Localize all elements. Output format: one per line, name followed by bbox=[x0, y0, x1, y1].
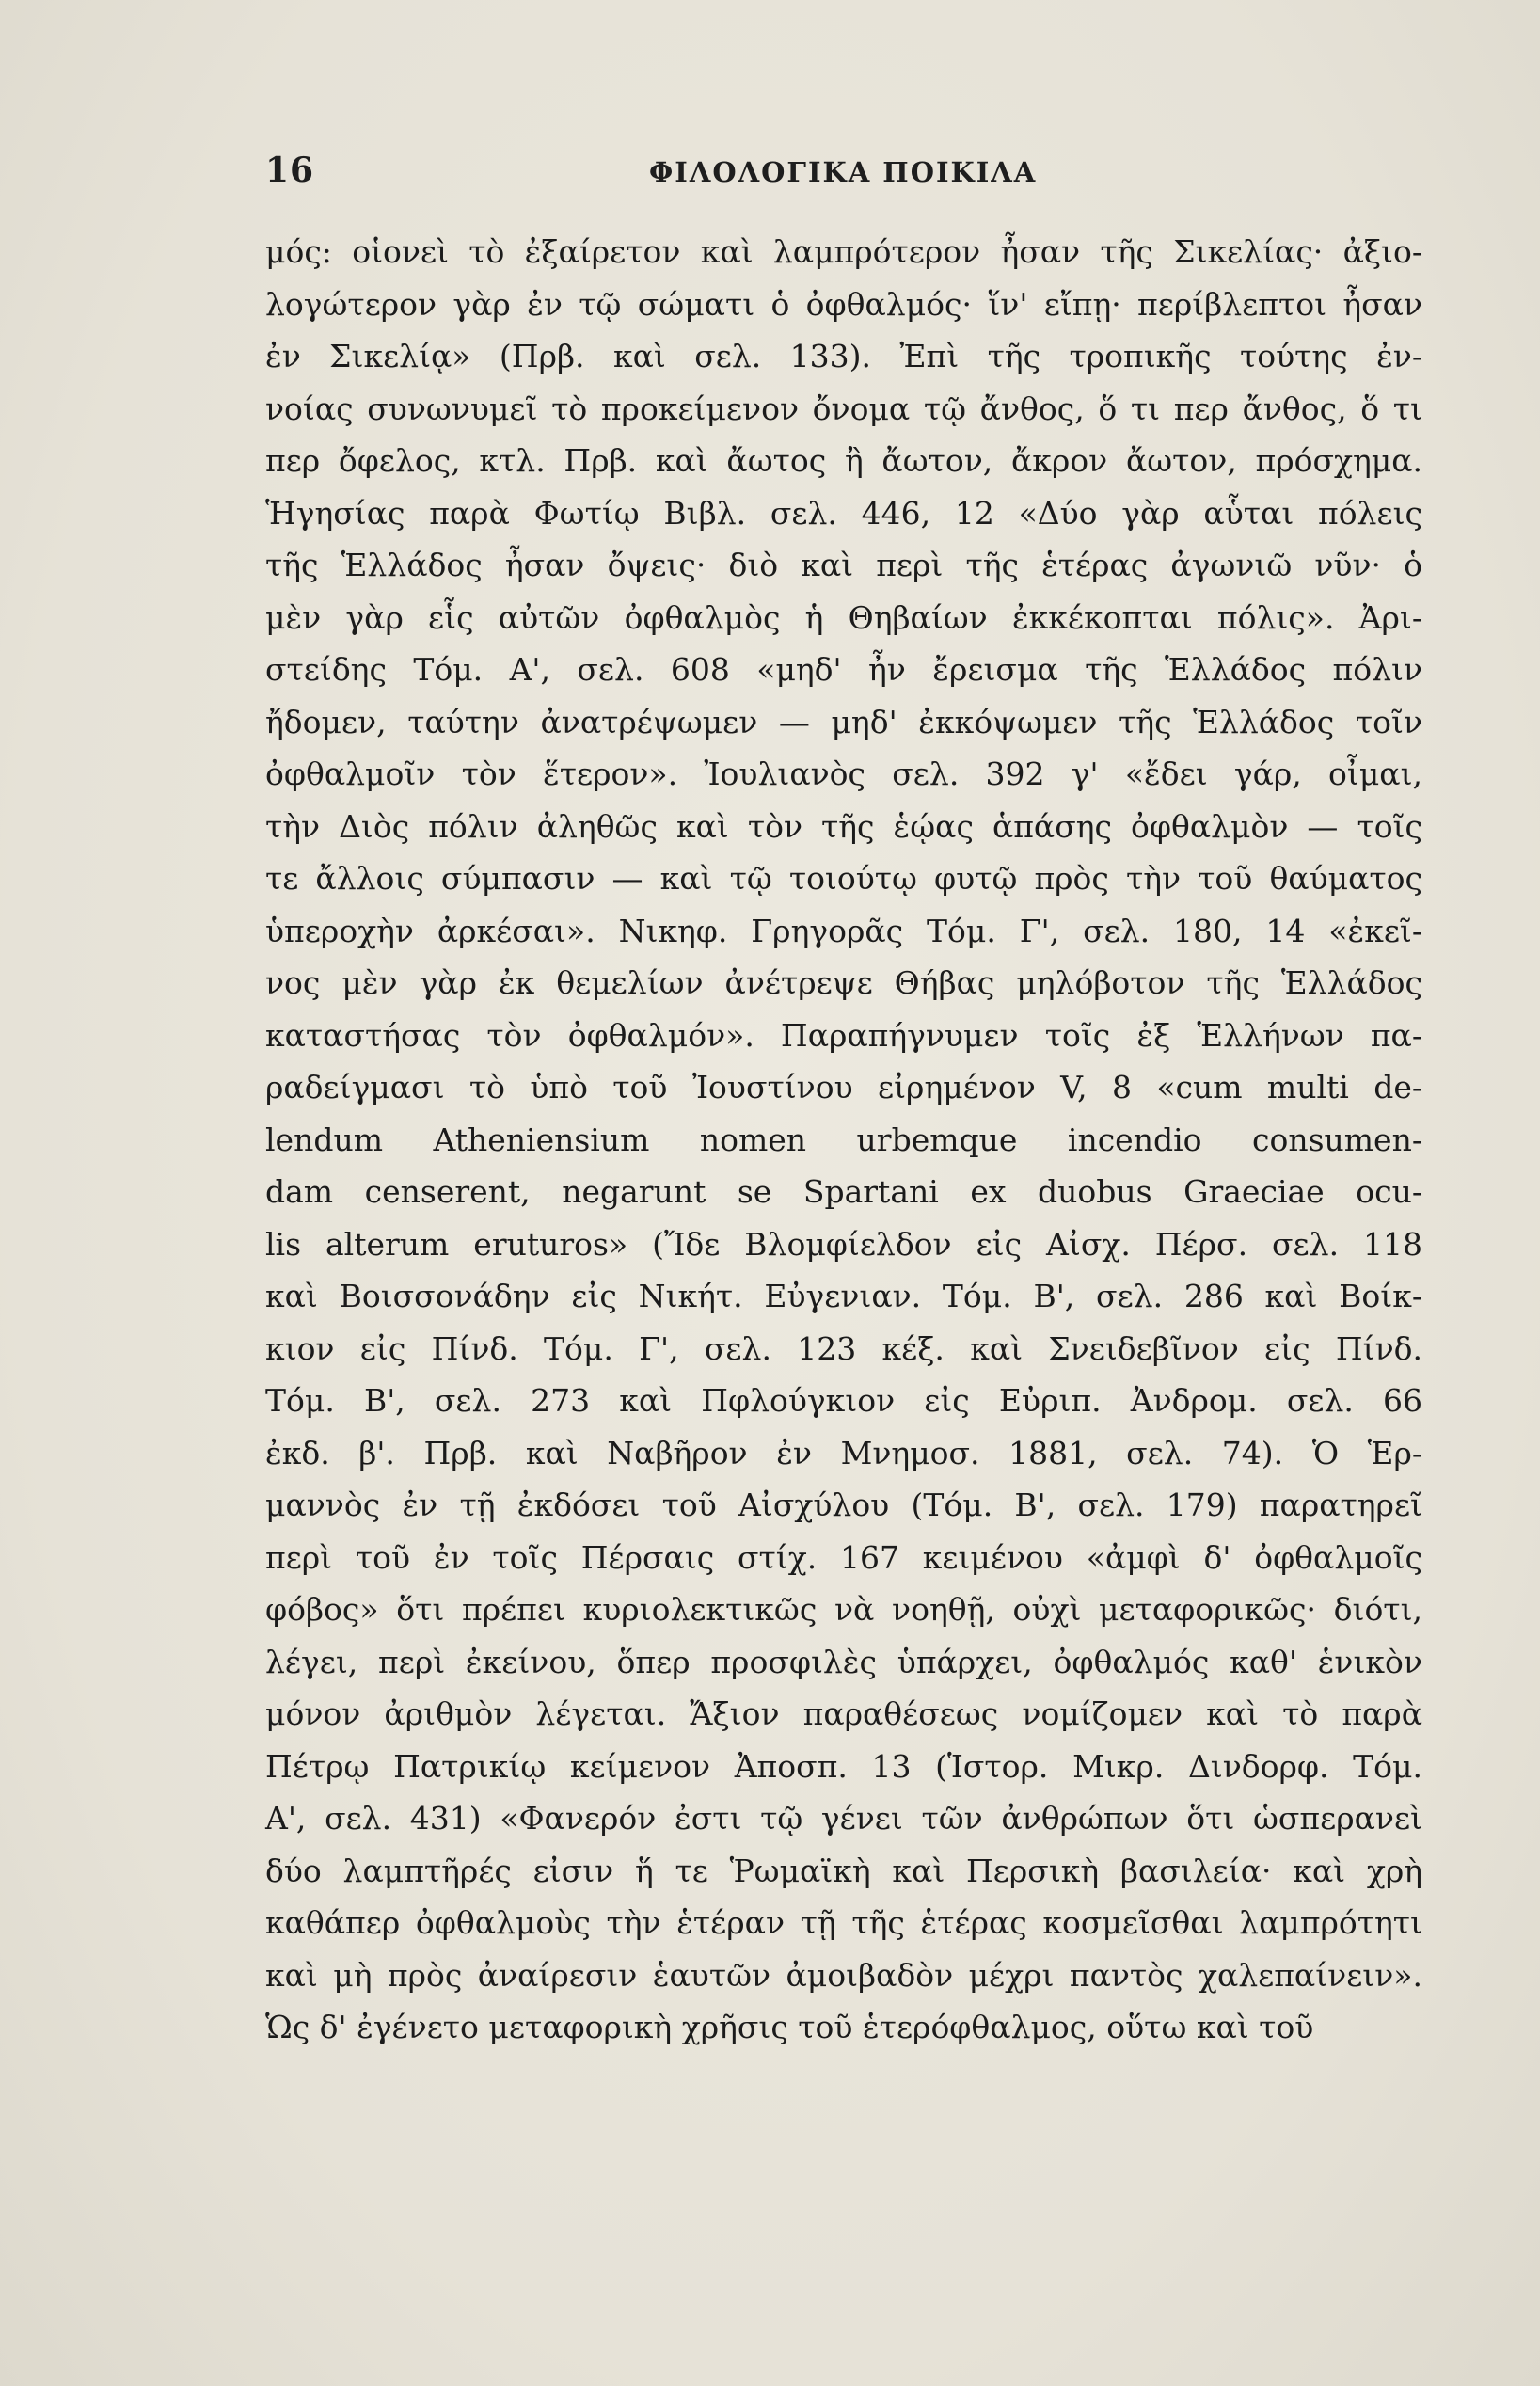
text-line: lendum Atheniensium nomen urbemque incendio consumen- bbox=[265, 1121, 1422, 1158]
text-line: ἤδομεν, ταύτην ἀνατρέψωμεν — μηδ' ἐκκόψωμεν τῆς Ἑλλάδος τοῖν bbox=[265, 703, 1422, 740]
text-line: ἐν Σικελίᾳ» (Πρβ. καὶ σελ. 133). Ἐπὶ τῆς τροπικῆς τούτης ἐν- bbox=[265, 338, 1422, 374]
text-line: στείδης Τόμ. Α', σελ. 608 «μηδ' ἦν ἔρεισμα τῆς Ἑλλάδος πόλιν bbox=[265, 651, 1422, 688]
text-line: λέγει, περὶ ἐκείνου, ὅπερ προσφιλὲς ὑπάρχει, ὀφθαλμός καθ' ἑνικὸν bbox=[265, 1643, 1422, 1680]
text-line: Ἡγησίας παρὰ Φωτίῳ Βιβλ. σελ. 446, 12 «Δύο γὰρ αὗται πόλεις bbox=[265, 494, 1422, 532]
running-head bbox=[265, 151, 1404, 203]
text-line: Τόμ. Β', σελ. 273 καὶ Πφλούγκιον εἰς Εὐριπ. Ἀνδρομ. σελ. 66 bbox=[265, 1382, 1422, 1419]
page-number: 16 bbox=[265, 151, 315, 190]
running-title: ΦΙΛΟΛΟΓΙΚΑ ΠΟΙΚΙΛΑ bbox=[649, 156, 1038, 188]
text-line: ἐκδ. β'. Πρβ. καὶ Ναβῆρον ἐν Μνημοσ. 1881, σελ. 74). Ὁ Ἑρ- bbox=[265, 1434, 1422, 1471]
text-line: μὲν γὰρ εἷς αὐτῶν ὀφθαλμὸς ἡ Θηβαίων ἐκκέκοπται πόλις». Ἀρι- bbox=[265, 598, 1422, 636]
text-line: καταστήσας τὸν ὀφθαλμόν». Παραπήγνυμεν τοῖς ἐξ Ἑλλήνων πα- bbox=[265, 1016, 1422, 1054]
text-line: ὀφθαλμοῖν τὸν ἕτερον». Ἰουλιανὸς σελ. 392 γ' «ἔδει γάρ, οἶμαι, bbox=[265, 756, 1422, 792]
text-line: μός: οἱονεὶ τὸ ἐξαίρετον καὶ λαμπρότερον ἦσαν τῆς Σικελίας· ἀξιο- bbox=[265, 233, 1422, 270]
body-text bbox=[265, 226, 1422, 2054]
text-line: Ὡς δ' ἐγένετο μεταφορικὴ χρῆσις τοῦ ἑτερόφθαλμος, οὕτω καὶ τοῦ bbox=[265, 2009, 1314, 2045]
text-line: Πέτρῳ Πατρικίῳ κείμενον Ἀποσπ. 13 (Ἱστορ. Μικρ. Δινδορφ. Τόμ. bbox=[265, 1747, 1422, 1785]
text-line: καὶ Βοισσονάδην εἰς Νικήτ. Εὐγενιαν. Τόμ. Β', σελ. 286 καὶ Βοίκ- bbox=[265, 1278, 1422, 1314]
text-line: φόβος» ὅτι πρέπει κυριολεκτικῶς νὰ νοηθῇ, οὐχὶ μεταφορικῶς· διότι, bbox=[265, 1591, 1422, 1628]
text-line: νοίας συνωνυμεῖ τὸ προκείμενον ὄνομα τῷ ἄνθος, ὅ τι περ ἄνθος, ὅ τι bbox=[265, 390, 1422, 427]
text-line: τε ἄλλοις σύμπασιν — καὶ τῷ τοιούτῳ φυτῷ πρὸς τὴν τοῦ θαύματος bbox=[265, 860, 1422, 897]
text-line: lis alterum eruturos» (Ἴδε Βλομφίελδον εἰς Αἰσχ. Πέρσ. σελ. 118 bbox=[265, 1225, 1422, 1263]
text-line: περ ὄφελος, κτλ. Πρβ. καὶ ἄωτος ἢ ἄωτον, ἄκρον ἄωτον, πρόσχημα. bbox=[265, 442, 1422, 479]
text-line: καθάπερ ὀφθαλμοὺς τὴν ἑτέραν τῇ τῆς ἑτέρας κοσμεῖσθαι λαμπρότητι bbox=[265, 1904, 1422, 1941]
text-line: δύο λαμπτῆρές εἰσιν ἥ τε Ῥωμαϊκὴ καὶ Περσικὴ βασιλεία· καὶ χρὴ bbox=[265, 1852, 1422, 1889]
text-line: μόνον ἀριθμὸν λέγεται. Ἄξιον παραθέσεως νομίζομεν καὶ τὸ παρὰ bbox=[265, 1695, 1422, 1732]
text-line: κιον εἰς Πίνδ. Τόμ. Γ', σελ. 123 κέξ. καὶ Σνειδεβῖνον εἰς Πίνδ. bbox=[265, 1329, 1422, 1367]
text-line: dam censerent, negarunt se Spartani ex duobus Graeciae ocu- bbox=[265, 1173, 1422, 1210]
text-line: τῆς Ἑλλάδος ἦσαν ὄψεις· διὸ καὶ περὶ τῆς ἑτέρας ἀγωνιῶ νῦν· ὁ bbox=[265, 547, 1422, 583]
text-line: καὶ μὴ πρὸς ἀναίρεσιν ἑαυτῶν ἀμοιβαδὸν μέχρι παντὸς χαλεπαίνειν». bbox=[265, 1956, 1422, 1994]
text-line: Α', σελ. 431) «Φανερόν ἐστι τῷ γένει τῶν ἀνθρώπων ὅτι ὡσπερανεὶ bbox=[265, 1800, 1422, 1837]
text-line: λογώτερον γὰρ ἐν τῷ σώματι ὁ ὀφθαλμός· ἵν' εἴπῃ· περίβλεπτοι ἦσαν bbox=[265, 285, 1422, 323]
text-line: ραδείγμασι τὸ ὑπὸ τοῦ Ἰουστίνου εἰρημένον V, 8 «cum multi de- bbox=[265, 1069, 1422, 1106]
text-line: νος μὲν γὰρ ἐκ θεμελίων ἀνέτρεψε Θήβας μηλόβοτον τῆς Ἑλλάδος bbox=[265, 964, 1422, 1001]
text-line: τὴν Διὸς πόλιν ἀληθῶς καὶ τὸν τῆς ἑῴας ἁπάσης ὀφθαλμὸν — τοῖς bbox=[265, 807, 1422, 845]
text-line: περὶ τοῦ ἐν τοῖς Πέρσαις στίχ. 167 κειμένου «ἀμφὶ δ' ὀφθαλμοῖς bbox=[265, 1538, 1422, 1576]
text-line: μαννὸς ἐν τῇ ἐκδόσει τοῦ Αἰσχύλου (Τόμ. Β', σελ. 179) παρατηρεῖ bbox=[265, 1487, 1422, 1523]
text-line: ὑπεροχὴν ἀρκέσαι». Νικηφ. Γρηγορᾶς Τόμ. Γ', σελ. 180, 14 «ἐκεῖ- bbox=[265, 912, 1422, 949]
